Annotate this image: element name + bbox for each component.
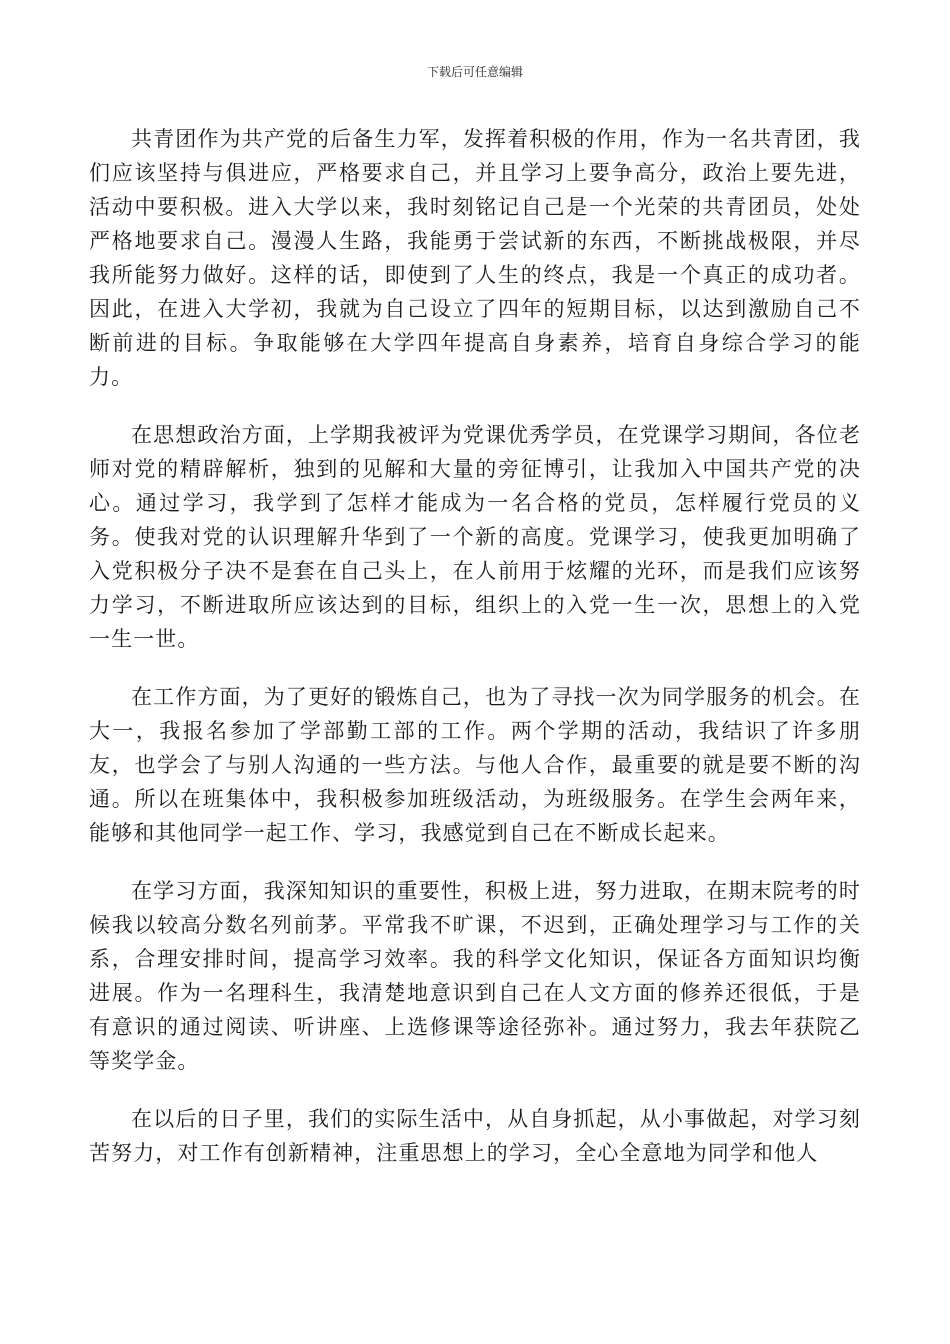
- paragraph-work: 在工作方面，为了更好的锻炼自己，也为了寻找一次为同学服务的机会。在大一，我报名参加了学部勤工部的工作。两个学期的活动，我结识了许多朋友，也学会了与别人沟通的一些方法。与他人合作，最重要的就是要不断的沟通。所以在班集体中，我积极参加班级活动，为班级服务。在学生会两年来，能够和其他同学一起工作、学习，我感觉到自己在不断成长起来。: [89, 685, 861, 845]
- document-body: [89, 122, 861, 1170]
- paragraph-politics: 在思想政治方面，上学期我被评为党课优秀学员，在党课学习期间，各位老师对党的精辟解析，独到的见解和大量的旁征博引，让我加入中国共产党的决心。通过学习，我学到了怎样才能成为一名合格的党员，怎样履行党员的义务。使我对党的认识理解升华到了一个新的高度。党课学习，使我更加明确了入党积极分子决不是套在自己头上，在人前用于炫耀的光环，而是我们应该努力学习，不断进取所应该达到的目标，组织上的入党一生一次，思想上的入党一生一世。: [89, 423, 861, 651]
- paragraph-study: 在学习方面，我深知知识的重要性，积极上进，努力进取，在期末院考的时候我以较高分数名列前茅。平常我不旷课，不迟到，正确处理学习与工作的关系，合理安排时间，提高学习效率。我的科学文化知识，保证各方面知识均衡进展。作为一名理科生，我清楚地意识到自己在人文方面的修养还很低，于是有意识的通过阅读、听讲座、上选修课等途径弥补。通过努力，我去年获院乙等奖学金。: [89, 879, 861, 1073]
- paragraph-intro: 共青团作为共产党的后备生力军，发挥着积极的作用，作为一名共青团，我们应该坚持与俱进应，严格要求自己，并且学习上要争高分，政治上要先进，活动中要积极。进入大学以来，我时刻铭记自己是一个光荣的共青团员，处处严格地要求自己。漫漫人生路，我能勇于尝试新的东西，不断挑战极限，并尽我所能努力做好。这样的话，即使到了人生的终点，我是一个真正的成功者。因此，在进入大学初，我就为自己设立了四年的短期目标，以达到激励自己不断前进的目标。争取能够在大学四年提高自身素养，培育自身综合学习的能力。: [89, 127, 861, 389]
- page-header: 下载后可任意编辑: [426, 65, 523, 79]
- paragraph-future: 在以后的日子里，我们的实际生活中，从自身抓起，从小事做起，对学习刻苦努力，对工作有创新精神，注重思想上的学习，全心全意地为同学和他人: [89, 1107, 861, 1165]
